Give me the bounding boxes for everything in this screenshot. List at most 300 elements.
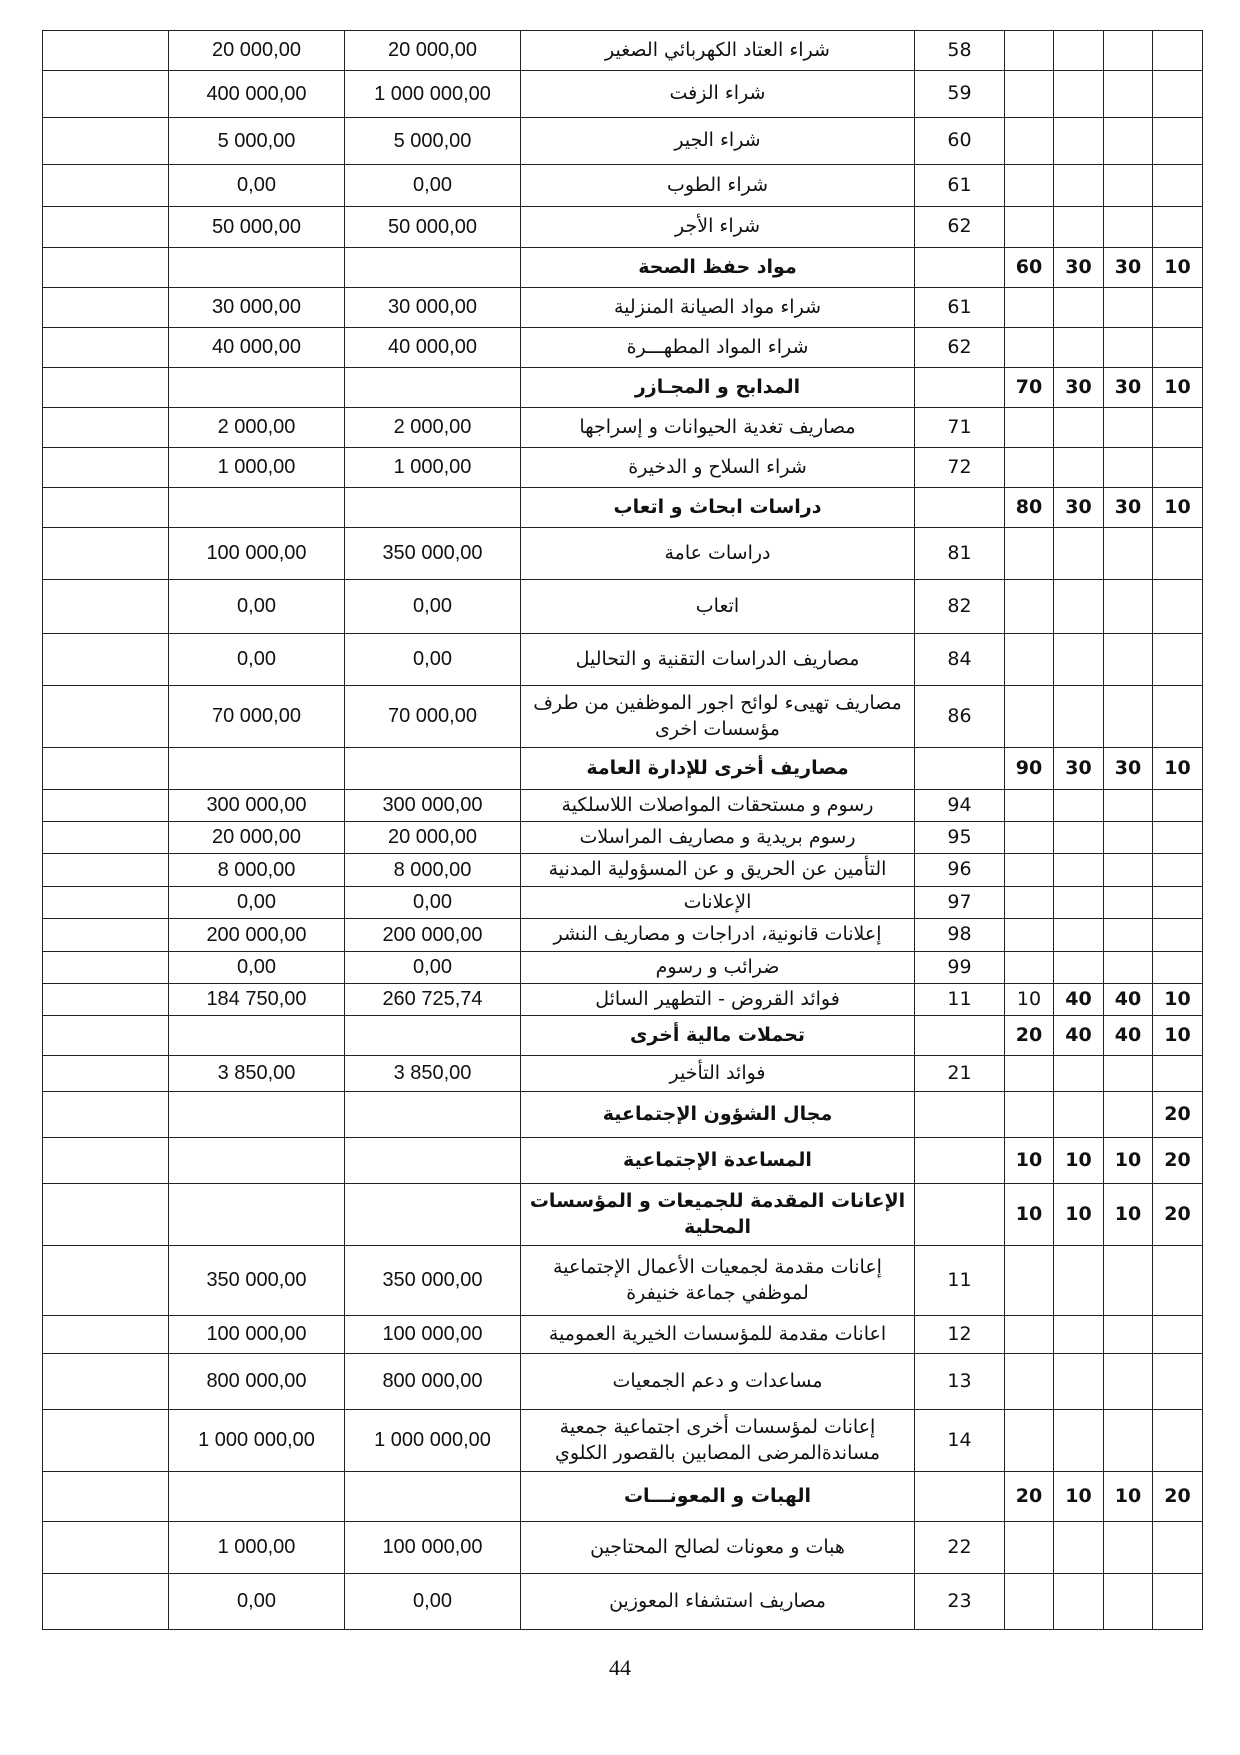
line-number-cell: 58 (915, 31, 1005, 71)
line-label-cell: مصاريف الدراسات التقنية و التحاليل (521, 634, 915, 686)
amount-a-cell (169, 248, 345, 288)
code-1-cell (1005, 408, 1054, 448)
blank-cell (43, 1246, 169, 1316)
amount-a-cell: 0,00 (169, 887, 345, 919)
amount-b-cell: 70 000,00 (345, 686, 521, 748)
line-label-cell: شراء مواد الصيانة المنزلية (521, 288, 915, 328)
line-number-cell: 11 (915, 984, 1005, 1016)
line-number-cell (915, 248, 1005, 288)
code-1-cell: 70 (1005, 368, 1054, 408)
amount-a-cell: 1 000 000,00 (169, 1410, 345, 1472)
code-1-cell (1005, 31, 1054, 71)
line-number-cell: 97 (915, 887, 1005, 919)
code-4-cell: 10 (1153, 248, 1203, 288)
code-4-cell (1153, 1316, 1203, 1354)
blank-cell (43, 408, 169, 448)
section-heading-row (43, 368, 1203, 408)
line-number-cell: 98 (915, 919, 1005, 952)
line-number-cell: 84 (915, 634, 1005, 686)
amount-a-cell: 350 000,00 (169, 1246, 345, 1316)
line-label-cell: إعلانات قانونية، ادراجات و مصاريف النشر (521, 919, 915, 952)
amount-a-cell: 1 000,00 (169, 448, 345, 488)
code-2-cell (1054, 528, 1104, 580)
code-2-cell (1054, 1246, 1104, 1316)
amount-a-cell (169, 1016, 345, 1056)
amount-a-cell: 70 000,00 (169, 686, 345, 748)
table-row (43, 448, 1203, 488)
amount-a-cell: 0,00 (169, 952, 345, 984)
code-1-cell (1005, 288, 1054, 328)
line-number-cell: 21 (915, 1056, 1005, 1092)
code-1-cell (1005, 207, 1054, 248)
code-4-cell (1153, 1354, 1203, 1410)
line-label-cell: اعانات مقدمة للمؤسسات الخيرية العمومية (521, 1316, 915, 1354)
code-3-cell (1104, 71, 1153, 118)
line-label-cell: مجال الشؤون الإجتماعية (521, 1092, 915, 1138)
code-4-cell: 10 (1153, 1016, 1203, 1056)
code-4-cell (1153, 408, 1203, 448)
line-label-cell: مساعدات و دعم الجمعيات (521, 1354, 915, 1410)
code-2-cell (1054, 165, 1104, 207)
amount-b-cell: 1 000,00 (345, 448, 521, 488)
line-number-cell (915, 1472, 1005, 1522)
blank-cell (43, 1354, 169, 1410)
code-3-cell (1104, 118, 1153, 165)
blank-cell (43, 748, 169, 790)
line-number-cell: 14 (915, 1410, 1005, 1472)
code-4-cell (1153, 580, 1203, 634)
code-1-cell (1005, 1574, 1054, 1630)
blank-cell (43, 448, 169, 488)
amount-b-cell: 350 000,00 (345, 1246, 521, 1316)
blank-cell (43, 488, 169, 528)
amount-a-cell: 0,00 (169, 580, 345, 634)
amount-a-cell (169, 748, 345, 790)
code-2-cell (1054, 919, 1104, 952)
code-4-cell (1153, 165, 1203, 207)
code-3-cell (1104, 1056, 1153, 1092)
line-label-cell: شراء العتاد الكهربائي الصغير (521, 31, 915, 71)
blank-cell (43, 984, 169, 1016)
line-label-cell: فوائد القروض - التطهير السائل (521, 984, 915, 1016)
code-4-cell (1153, 1246, 1203, 1316)
code-1-cell (1005, 1246, 1054, 1316)
code-2-cell (1054, 790, 1104, 822)
code-2-cell (1054, 1410, 1104, 1472)
table-row (43, 408, 1203, 448)
line-number-cell (915, 748, 1005, 790)
amount-b-cell: 0,00 (345, 887, 521, 919)
amount-b-cell: 800 000,00 (345, 1354, 521, 1410)
amount-a-cell (169, 1472, 345, 1522)
line-number-cell: 99 (915, 952, 1005, 984)
blank-cell (43, 165, 169, 207)
table-row (43, 1410, 1203, 1472)
code-1-cell (1005, 790, 1054, 822)
line-number-cell: 60 (915, 118, 1005, 165)
line-label-cell: مصاريف تهيىء لوائح اجور الموظفين من طرف مؤسسات اخرى (521, 686, 915, 748)
blank-cell (43, 368, 169, 408)
line-label-cell: المساعدة الإجتماعية (521, 1138, 915, 1184)
line-label-cell: دراسات عامة (521, 528, 915, 580)
code-4-cell (1153, 686, 1203, 748)
code-1-cell (1005, 71, 1054, 118)
amount-a-cell (169, 1138, 345, 1184)
code-3-cell (1104, 1092, 1153, 1138)
amount-a-cell: 5 000,00 (169, 118, 345, 165)
blank-cell (43, 248, 169, 288)
amount-b-cell: 50 000,00 (345, 207, 521, 248)
line-number-cell: 62 (915, 328, 1005, 368)
line-label-cell: إعانات لمؤسسات أخرى اجتماعية جمعية مساندةالمرضى المصابين بالقصور الكلوي (521, 1410, 915, 1472)
blank-cell (43, 1522, 169, 1574)
code-1-cell (1005, 1410, 1054, 1472)
amount-b-cell: 0,00 (345, 634, 521, 686)
code-3-cell: 10 (1104, 1138, 1153, 1184)
line-label-cell: هبات و معونات لصالح المحتاجين (521, 1522, 915, 1574)
table-row (43, 887, 1203, 919)
line-number-cell (915, 1092, 1005, 1138)
amount-b-cell (345, 1138, 521, 1184)
code-3-cell (1104, 686, 1153, 748)
code-4-cell (1153, 854, 1203, 887)
line-number-cell: 12 (915, 1316, 1005, 1354)
table-row (43, 634, 1203, 686)
amount-b-cell: 200 000,00 (345, 919, 521, 952)
table-row (43, 984, 1203, 1016)
blank-cell (43, 1472, 169, 1522)
code-2-cell (1054, 288, 1104, 328)
code-3-cell (1104, 165, 1153, 207)
code-3-cell (1104, 448, 1153, 488)
code-1-cell (1005, 887, 1054, 919)
code-1-cell (1005, 952, 1054, 984)
blank-cell (43, 328, 169, 368)
amount-a-cell: 20 000,00 (169, 822, 345, 854)
code-4-cell: 20 (1153, 1184, 1203, 1246)
blank-cell (43, 1184, 169, 1246)
code-1-cell: 20 (1005, 1016, 1054, 1056)
line-label-cell: شراء الطوب (521, 165, 915, 207)
table-row (43, 1574, 1203, 1630)
line-number-cell: 72 (915, 448, 1005, 488)
blank-cell (43, 1138, 169, 1184)
section-heading-row (43, 1472, 1203, 1522)
blank-cell (43, 1056, 169, 1092)
line-number-cell (915, 1184, 1005, 1246)
line-label-cell: مصاريف تغدية الحيوانات و إسراجها (521, 408, 915, 448)
blank-cell (43, 1410, 169, 1472)
table-row (43, 288, 1203, 328)
code-3-cell (1104, 1354, 1153, 1410)
blank-cell (43, 919, 169, 952)
table-row (43, 165, 1203, 207)
code-3-cell (1104, 1522, 1153, 1574)
code-3-cell (1104, 919, 1153, 952)
code-1-cell (1005, 1092, 1054, 1138)
code-4-cell: 20 (1153, 1138, 1203, 1184)
code-4-cell (1153, 207, 1203, 248)
code-1-cell (1005, 634, 1054, 686)
line-label-cell: شراء الزفت (521, 71, 915, 118)
amount-b-cell: 1 000 000,00 (345, 71, 521, 118)
table-row (43, 952, 1203, 984)
code-2-cell: 40 (1054, 984, 1104, 1016)
code-3-cell (1104, 528, 1153, 580)
code-1-cell (1005, 854, 1054, 887)
code-4-cell: 20 (1153, 1092, 1203, 1138)
amount-b-cell: 5 000,00 (345, 118, 521, 165)
line-number-cell: 94 (915, 790, 1005, 822)
section-heading-row (43, 748, 1203, 790)
code-2-cell (1054, 71, 1104, 118)
code-4-cell: 10 (1153, 984, 1203, 1016)
amount-a-cell: 1 000,00 (169, 1522, 345, 1574)
section-heading-row (43, 1092, 1203, 1138)
table-row (43, 1246, 1203, 1316)
code-2-cell (1054, 887, 1104, 919)
code-3-cell: 10 (1104, 1184, 1153, 1246)
section-heading-row (43, 488, 1203, 528)
code-2-cell (1054, 1092, 1104, 1138)
code-4-cell: 20 (1153, 1472, 1203, 1522)
code-3-cell: 30 (1104, 368, 1153, 408)
code-4-cell (1153, 118, 1203, 165)
code-1-cell: 10 (1005, 984, 1054, 1016)
amount-b-cell (345, 488, 521, 528)
code-1-cell (1005, 118, 1054, 165)
line-number-cell: 82 (915, 580, 1005, 634)
code-3-cell (1104, 328, 1153, 368)
line-label-cell: شراء الأجر (521, 207, 915, 248)
line-number-cell: 61 (915, 288, 1005, 328)
amount-b-cell: 0,00 (345, 165, 521, 207)
amount-b-cell: 2 000,00 (345, 408, 521, 448)
line-label-cell: شراء السلاح و الدخيرة (521, 448, 915, 488)
line-number-cell (915, 368, 1005, 408)
amount-b-cell (345, 1016, 521, 1056)
code-2-cell (1054, 328, 1104, 368)
table-row (43, 580, 1203, 634)
code-2-cell (1054, 822, 1104, 854)
amount-b-cell (345, 1472, 521, 1522)
code-2-cell (1054, 1574, 1104, 1630)
code-1-cell (1005, 822, 1054, 854)
line-label-cell: فوائد التأخير (521, 1056, 915, 1092)
line-label-cell: تحملات مالية أخرى (521, 1016, 915, 1056)
amount-a-cell: 8 000,00 (169, 854, 345, 887)
code-1-cell (1005, 919, 1054, 952)
blank-cell (43, 822, 169, 854)
code-2-cell (1054, 686, 1104, 748)
code-4-cell (1153, 952, 1203, 984)
line-number-cell: 81 (915, 528, 1005, 580)
section-heading-row (43, 1184, 1203, 1246)
amount-b-cell: 30 000,00 (345, 288, 521, 328)
section-heading-row (43, 1016, 1203, 1056)
line-number-cell: 59 (915, 71, 1005, 118)
amount-a-cell: 300 000,00 (169, 790, 345, 822)
code-2-cell (1054, 31, 1104, 71)
table-row (43, 31, 1203, 71)
code-4-cell: 10 (1153, 748, 1203, 790)
line-label-cell: إعانات مقدمة لجمعيات الأعمال الإجتماعية لموظفي جماعة خنيفرة (521, 1246, 915, 1316)
amount-b-cell (345, 748, 521, 790)
code-3-cell: 40 (1104, 1016, 1153, 1056)
blank-cell (43, 31, 169, 71)
code-3-cell (1104, 580, 1153, 634)
table-row (43, 1522, 1203, 1574)
code-4-cell (1153, 822, 1203, 854)
amount-b-cell (345, 248, 521, 288)
code-2-cell: 40 (1054, 1016, 1104, 1056)
line-number-cell (915, 1016, 1005, 1056)
amount-b-cell: 260 725,74 (345, 984, 521, 1016)
amount-b-cell: 1 000 000,00 (345, 1410, 521, 1472)
amount-a-cell: 0,00 (169, 165, 345, 207)
code-3-cell (1104, 408, 1153, 448)
code-1-cell (1005, 165, 1054, 207)
code-2-cell: 30 (1054, 748, 1104, 790)
code-4-cell (1153, 328, 1203, 368)
amount-b-cell: 20 000,00 (345, 31, 521, 71)
code-4-cell (1153, 448, 1203, 488)
line-number-cell (915, 1138, 1005, 1184)
line-label-cell: شراء المواد المطهـــرة (521, 328, 915, 368)
table-body (43, 31, 1203, 1630)
table-row (43, 790, 1203, 822)
code-3-cell (1104, 288, 1153, 328)
code-1-cell (1005, 580, 1054, 634)
code-2-cell (1054, 1316, 1104, 1354)
code-1-cell (1005, 328, 1054, 368)
line-label-cell: الإعلانات (521, 887, 915, 919)
code-2-cell (1054, 634, 1104, 686)
line-label-cell: مواد حفظ الصحة (521, 248, 915, 288)
blank-cell (43, 1574, 169, 1630)
amount-b-cell: 40 000,00 (345, 328, 521, 368)
code-3-cell (1104, 1574, 1153, 1630)
code-2-cell (1054, 854, 1104, 887)
code-2-cell (1054, 1354, 1104, 1410)
line-label-cell: اتعاب (521, 580, 915, 634)
code-4-cell (1153, 1574, 1203, 1630)
amount-a-cell: 100 000,00 (169, 528, 345, 580)
line-label-cell: مصاريف أخرى للإدارة العامة (521, 748, 915, 790)
section-heading-row (43, 248, 1203, 288)
code-4-cell: 10 (1153, 488, 1203, 528)
blank-cell (43, 288, 169, 328)
amount-b-cell: 0,00 (345, 580, 521, 634)
table-row (43, 328, 1203, 368)
amount-a-cell: 184 750,00 (169, 984, 345, 1016)
code-3-cell (1104, 1246, 1153, 1316)
line-number-cell: 61 (915, 165, 1005, 207)
code-3-cell (1104, 822, 1153, 854)
table-row (43, 528, 1203, 580)
blank-cell (43, 528, 169, 580)
code-4-cell (1153, 528, 1203, 580)
code-2-cell (1054, 580, 1104, 634)
amount-b-cell: 0,00 (345, 1574, 521, 1630)
code-3-cell (1104, 1410, 1153, 1472)
line-number-cell: 22 (915, 1522, 1005, 1574)
code-1-cell (1005, 686, 1054, 748)
amount-a-cell: 0,00 (169, 1574, 345, 1630)
code-1-cell (1005, 448, 1054, 488)
line-label-cell: المدابح و المجـازر (521, 368, 915, 408)
blank-cell (43, 1016, 169, 1056)
amount-a-cell: 50 000,00 (169, 207, 345, 248)
code-3-cell (1104, 887, 1153, 919)
code-3-cell (1104, 31, 1153, 71)
blank-cell (43, 71, 169, 118)
amount-b-cell: 3 850,00 (345, 1056, 521, 1092)
blank-cell (43, 207, 169, 248)
table-row (43, 919, 1203, 952)
page-number: 44 (609, 1655, 631, 1680)
amount-a-cell: 400 000,00 (169, 71, 345, 118)
table-row (43, 1354, 1203, 1410)
table-row (43, 854, 1203, 887)
amount-b-cell: 100 000,00 (345, 1522, 521, 1574)
line-number-cell: 62 (915, 207, 1005, 248)
code-4-cell (1153, 790, 1203, 822)
line-label-cell: ضرائب و رسوم (521, 952, 915, 984)
code-1-cell (1005, 528, 1054, 580)
code-4-cell: 10 (1153, 368, 1203, 408)
code-4-cell (1153, 919, 1203, 952)
line-number-cell: 13 (915, 1354, 1005, 1410)
amount-a-cell (169, 488, 345, 528)
code-2-cell (1054, 408, 1104, 448)
amount-a-cell (169, 1184, 345, 1246)
code-4-cell (1153, 71, 1203, 118)
amount-a-cell: 20 000,00 (169, 31, 345, 71)
code-3-cell (1104, 952, 1153, 984)
amount-b-cell: 300 000,00 (345, 790, 521, 822)
line-number-cell: 95 (915, 822, 1005, 854)
code-3-cell (1104, 634, 1153, 686)
line-label-cell: الإعانات المقدمة للجميعات و المؤسسات المحلية (521, 1184, 915, 1246)
code-1-cell: 60 (1005, 248, 1054, 288)
amount-b-cell: 350 000,00 (345, 528, 521, 580)
blank-cell (43, 1316, 169, 1354)
code-2-cell: 10 (1054, 1472, 1104, 1522)
code-2-cell (1054, 118, 1104, 165)
amount-b-cell: 20 000,00 (345, 822, 521, 854)
blank-cell (43, 1092, 169, 1138)
code-2-cell (1054, 207, 1104, 248)
code-4-cell (1153, 1410, 1203, 1472)
code-2-cell: 10 (1054, 1184, 1104, 1246)
amount-b-cell: 100 000,00 (345, 1316, 521, 1354)
table-row (43, 207, 1203, 248)
code-1-cell (1005, 1316, 1054, 1354)
amount-a-cell: 40 000,00 (169, 328, 345, 368)
amount-a-cell: 200 000,00 (169, 919, 345, 952)
amount-a-cell: 3 850,00 (169, 1056, 345, 1092)
line-label-cell: رسوم بريدية و مصاريف المراسلات (521, 822, 915, 854)
line-label-cell: مصاريف استشفاء المعوزين (521, 1574, 915, 1630)
line-label-cell: رسوم و مستحقات المواصلات اللاسلكية (521, 790, 915, 822)
code-1-cell: 10 (1005, 1138, 1054, 1184)
line-label-cell: شراء الجير (521, 118, 915, 165)
code-2-cell: 30 (1054, 488, 1104, 528)
line-number-cell: 23 (915, 1574, 1005, 1630)
line-label-cell: الهبات و المعونـــات (521, 1472, 915, 1522)
code-3-cell (1104, 1316, 1153, 1354)
